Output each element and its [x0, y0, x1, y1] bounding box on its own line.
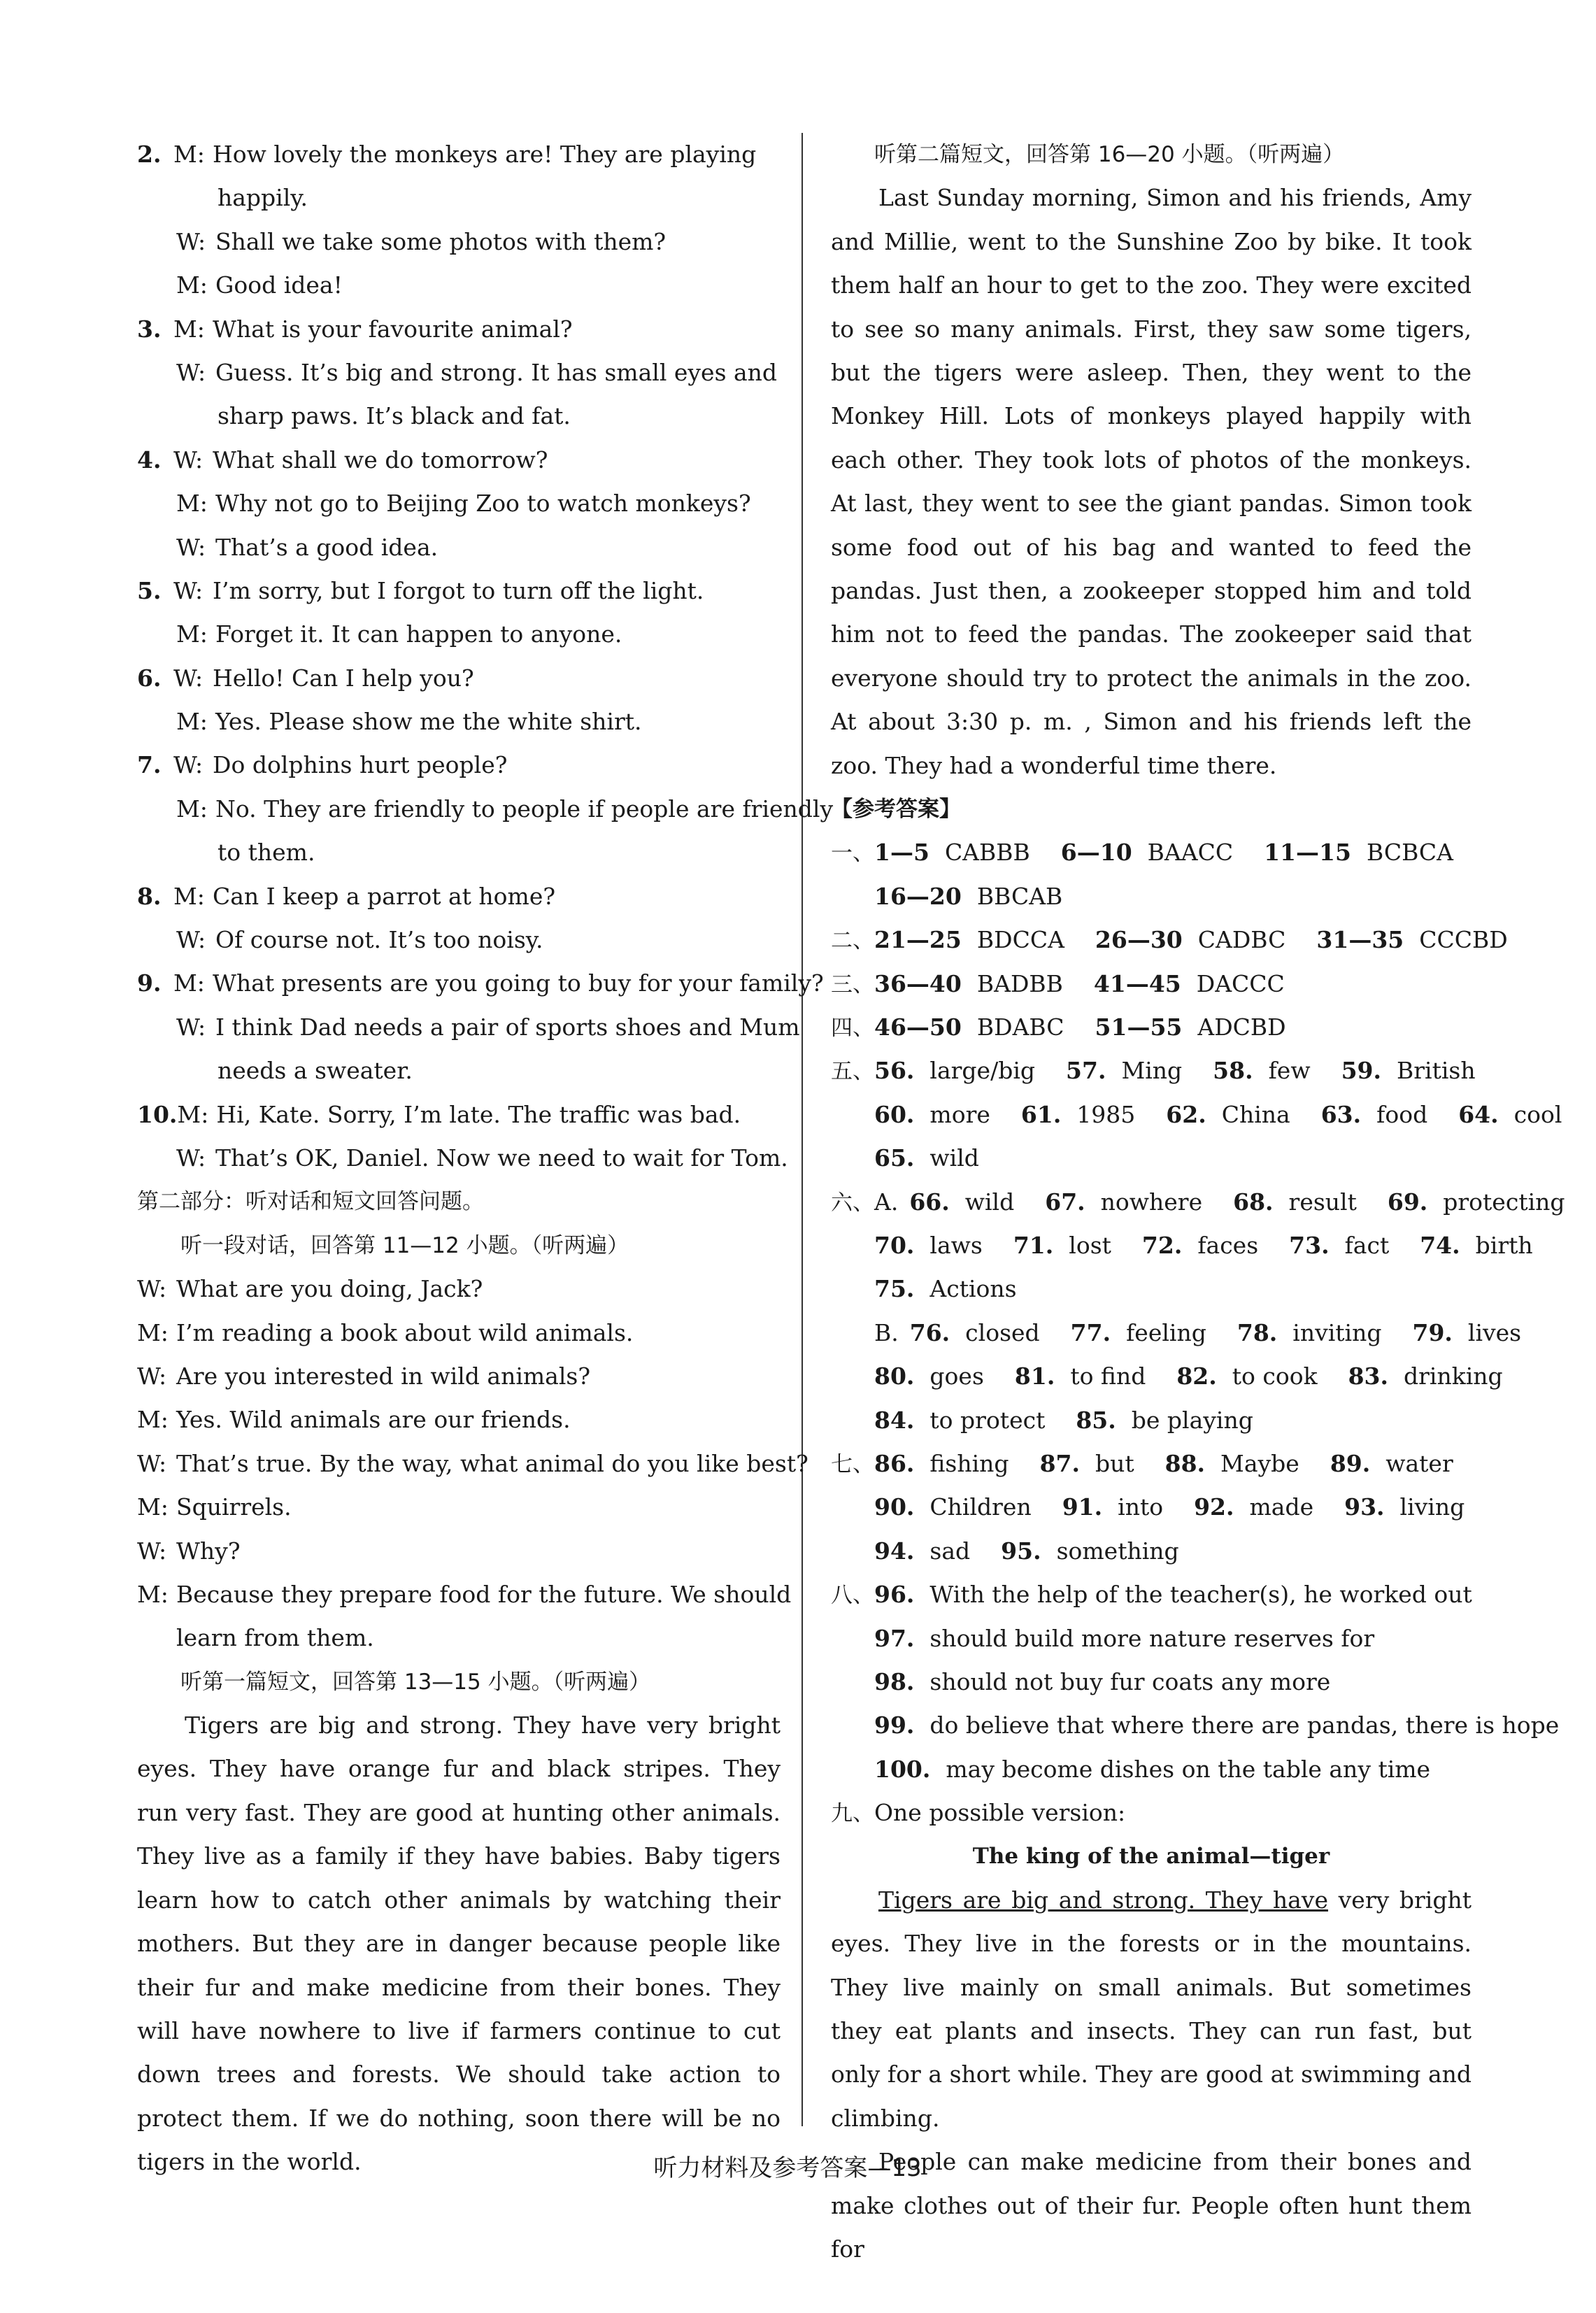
answers-section-5c: 65. wild — [874, 1144, 979, 1172]
dialog-2-w: W: Shall we take some photos with them? — [176, 227, 667, 255]
answers-section-8-98: 98. should not buy fur coats any more — [874, 1667, 1331, 1695]
essay-title: The king of the animal—tiger — [972, 1844, 1330, 1870]
dialog-3-w-cont: sharp paws. It’s black and fat. — [218, 402, 571, 430]
dialog-10-w: W: That’s OK, Daniel. Now we need to wait for Tom. — [176, 1144, 788, 1172]
conv-line-5: W: That’s true. By the way, what animal do you like best? — [137, 1449, 808, 1477]
answers-section-7b: 90. Children 91. into 92. made 93. living — [874, 1493, 1465, 1521]
dialog-6-w: 6. W: Hello! Can I help you? — [137, 664, 474, 692]
answers-section-6c: 75. Actions — [874, 1275, 1017, 1303]
answers-section-6e: 80. goes 81. to find 82. to cook 83. drinking — [874, 1362, 1503, 1390]
dialog-2-m: 2. M: How lovely the monkeys are! They are playing — [137, 141, 757, 168]
answers-section-6d: B. 76. closed 77. feeling 78. inviting 79. lives — [874, 1318, 1522, 1346]
answers-section-7c: 94. sad 95. something — [874, 1537, 1179, 1565]
answers-section-4: 四、46—50 BDABC 51—55 ADCBD — [831, 1013, 1286, 1041]
dialog-3-m: 3. M: What is your favourite animal? — [137, 315, 573, 343]
passage-1-text: Tigers are big and strong. They have very bright eyes. They have orange fur and black stripes. They run very fast. They are good at hunting other animals. They live as a family if they have babies. Baby tigers learn how to catch other animals by watching their mothers. But they are in danger because people like their fur and make medicine from their bones. They will have nowhere to live if farmers continue to cut down trees and forests. We should take action to protect them. If we do nothing, soon there will be no tigers in the world. — [137, 1711, 781, 2176]
passage-1-title: 听第一篇短文，回答第 13—15 小题。（听两遍） — [180, 1669, 651, 1695]
answers-section-2: 二、21—25 BDCCA 26—30 CADBC 31—35 CCCBD — [831, 926, 1508, 954]
answers-section-6b: 70. laws 71. lost 72. faces 73. fact 74. birth — [874, 1231, 1533, 1259]
right-column — [831, 133, 1565, 2272]
part-2-title: 第二部分：听对话和短文回答问题。 — [137, 1189, 484, 1215]
answers-section-1: 一、1—5 CABBB 6—10 BAACC 11—15 BCBCA — [831, 839, 1454, 867]
answers-title: 【参考答案】 — [831, 797, 961, 823]
dialog-2-m-cont: happily. — [218, 184, 308, 212]
dialog-5-w: 5. W: I’m sorry, but I forgot to turn off the light. — [137, 576, 704, 604]
answers-section-9: 九、One possible version: — [831, 1799, 1126, 1827]
answers-section-8-96: 八、96. With the help of the teacher(s), he worked out — [831, 1581, 1472, 1609]
answers-section-6a: 六、A. 66. wild 67. nowhere 68. result 69. protecting — [831, 1188, 1565, 1216]
dialog-7-w: 7. W: Do dolphins hurt people? — [137, 751, 508, 779]
conv-line-8-cont: learn from them. — [176, 1624, 374, 1652]
dialog-7-m-cont: to them. — [218, 839, 315, 867]
dialog-9-m: 9. M: What presents are you going to buy for your family? — [137, 969, 824, 997]
conv-line-7: W: Why? — [137, 1537, 241, 1565]
conv-line-6: M: Squirrels. — [137, 1493, 292, 1521]
dialog-6-m: M: Yes. Please show me the white shirt. — [176, 708, 642, 736]
dialog-7-m: M: No. They are friendly to people if people are friendly — [176, 795, 834, 823]
conv-line-3: W: Are you interested in wild animals? — [137, 1362, 591, 1390]
answers-section-8-99: 99. do believe that where there are pandas, there is hope — [874, 1711, 1560, 1739]
answers-section-5a: 五、56. large/big 57. Ming 58. few 59. British — [831, 1057, 1476, 1085]
passage-2-text: Last Sunday morning, Simon and his friends, Amy and Millie, went to the Sunshine Zoo by bike. It took them half an hour to get to the zoo. They were excited to see so many animals. First, they saw some tigers, but the tigers were asleep. Then, they went to the Monkey Hill. Lots of monkeys played happily with each other. They took lots of photos of the monkeys. At last, they went to see the giant pandas. Simon took some food out of his bag and wanted to feed the pandas. Just then, a zookeeper stopped him and told him not to feed the pandas. The zookeeper said that everyone should try to protect the animals in the zoo. At about 3:30 p. m. , Simon and his friends left the zoo. They had a wonderful time there. — [831, 184, 1472, 779]
essay-paragraph-2: People can make medicine from their bones and make clothes out of their fur. People often hunt them for — [831, 2148, 1472, 2263]
conversation-title: 听一段对话，回答第 11—12 小题。（听两遍） — [180, 1232, 629, 1258]
page-footer: 听力材料及参考答案—13 — [653, 2154, 922, 2182]
answers-section-8-100: 100. may become dishes on the table any time — [874, 1755, 1431, 1783]
answers-section-1b: 16—20 BBCAB — [874, 882, 1063, 910]
dialog-4-w2: W: That’s a good idea. — [176, 533, 439, 561]
dialog-10-m: 10.M: Hi, Kate. Sorry, I’m late. The traffic was bad. — [137, 1100, 741, 1128]
dialog-3-w: W: Guess. It’s big and strong. It has small eyes and — [176, 358, 778, 386]
conv-line-8: M: Because they prepare food for the future. We should — [137, 1580, 792, 1608]
answers-section-3: 三、36—40 BADBB 41—45 DACCC — [831, 969, 1285, 997]
column-divider — [801, 133, 803, 2126]
dialog-8-w: W: Of course not. It’s too noisy. — [176, 926, 543, 954]
answers-section-7a: 七、86. fishing 87. but 88. Maybe 89. water — [831, 1449, 1453, 1477]
passage-2-title: 听第二篇短文，回答第 16—20 小题。（听两遍） — [874, 142, 1345, 167]
dialog-2-m2: M: Good idea! — [176, 271, 343, 299]
conv-line-2: M: I’m reading a book about wild animals. — [137, 1318, 634, 1346]
dialog-9-w-cont: needs a sweater. — [218, 1057, 413, 1085]
dialog-9-w: W: I think Dad needs a pair of sports shoes and Mum — [176, 1013, 800, 1041]
answers-section-8-97: 97. should build more nature reserves for — [874, 1624, 1375, 1652]
conv-line-1: W: What are you doing, Jack? — [137, 1275, 483, 1303]
conv-line-4: M: Yes. Wild animals are our friends. — [137, 1406, 571, 1434]
answers-section-5b: 60. more 61. 1985 62. China 63. food 64. cool — [874, 1100, 1562, 1128]
dialog-4-m: M: Why not go to Beijing Zoo to watch monkeys? — [176, 490, 751, 518]
dialog-8-m: 8. M: Can I keep a parrot at home? — [137, 882, 556, 910]
essay-paragraph-1: Tigers are big and strong. They have very bright eyes. They live in the forests or in the mountains. They live mainly on small animals. But sometimes they eat plants and insects. They can run fast, but only for a short while. They are good at swimming and climbing. — [831, 1886, 1472, 2132]
dialog-5-m: M: Forget it. It can happen to anyone. — [176, 620, 622, 648]
dialog-4-w: 4. W: What shall we do tomorrow? — [137, 446, 548, 474]
answers-section-6f: 84. to protect 85. be playing — [874, 1406, 1253, 1434]
